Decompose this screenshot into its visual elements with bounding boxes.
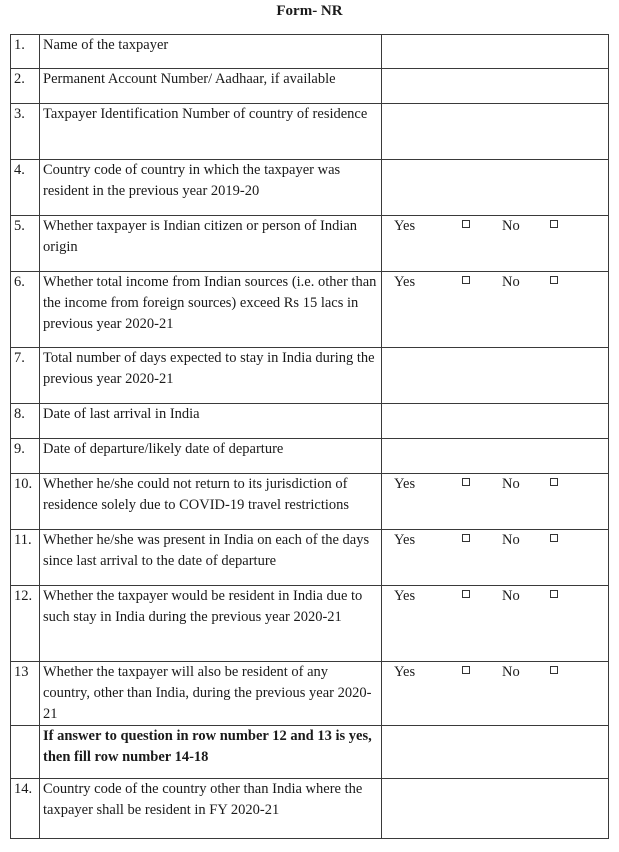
yes-no-answer [382,586,609,662]
row-question: Date of departure/likely date of departure [40,439,382,474]
departure-date-field[interactable] [382,439,609,474]
no-checkbox[interactable] [550,478,558,486]
no-label: No [502,588,520,604]
row-question: Whether the taxpayer will also be resident of any country, other than India, during the previous year 2020-21 [40,662,382,726]
yes-checkbox[interactable] [462,220,470,228]
form-title: Form- NR [276,3,343,19]
row-question: Country code of the country other than India where the taxpayer shall be resident in FY 2020-21 [40,779,382,839]
form-row [11,662,609,726]
row-number: 3. [11,104,40,160]
form-row [11,439,609,474]
yes-label: Yes [394,476,416,492]
form-nr-table [10,34,609,839]
row-question: Date of last arrival in India [40,404,382,439]
yes-no-answer [382,474,609,530]
days-stay-field[interactable] [382,348,609,404]
form-row [11,35,609,69]
row-question: Name of the taxpayer [40,35,382,69]
row-number: 1. [11,35,40,69]
arrival-date-field[interactable] [382,404,609,439]
no-checkbox[interactable] [550,666,558,674]
row-question: Taxpayer Identification Number of country of residence [40,104,382,160]
residence-country-code-field[interactable] [382,779,609,839]
row-number: 12. [11,586,40,662]
no-label: No [502,274,520,290]
row-number: 14. [11,779,40,839]
row-number: 7. [11,348,40,404]
form-row [11,404,609,439]
no-label: No [502,664,520,680]
no-checkbox[interactable] [550,276,558,284]
row-number: 6. [11,272,40,348]
row-question: Whether he/she could not return to its jurisdiction of residence solely due to COVID-19 travel restrictions [40,474,382,530]
no-label: No [502,532,520,548]
empty-cell [382,726,609,779]
form-row [11,726,609,779]
yes-no-answer [382,662,609,726]
tin-field[interactable] [382,104,609,160]
row-number: 11. [11,530,40,586]
row-number: 8. [11,404,40,439]
form-row [11,69,609,104]
yes-label: Yes [394,532,416,548]
row-question: Whether taxpayer is Indian citizen or person of Indian origin [40,216,382,272]
row-question: Whether total income from Indian sources (i.e. other than the income from foreign sources) exceed Rs 15 lacs in previous year 2020-21 [40,272,382,348]
yes-label: Yes [394,664,416,680]
no-checkbox[interactable] [550,590,558,598]
pan-aadhaar-field[interactable] [382,69,609,104]
yes-no-answer [382,530,609,586]
row-number: 10. [11,474,40,530]
conditional-note: If answer to question in row number 12 and 13 is yes, then fill row number 14-18 [40,726,382,779]
yes-checkbox[interactable] [462,478,470,486]
no-checkbox[interactable] [550,220,558,228]
row-number: 13 [11,662,40,726]
no-label: No [502,218,520,234]
no-label: No [502,476,520,492]
form-row [11,586,609,662]
form-row [11,779,609,839]
yes-checkbox[interactable] [462,534,470,542]
yes-no-answer [382,216,609,272]
row-question: Whether he/she was present in India on each of the days since last arrival to the date of departure [40,530,382,586]
yes-label: Yes [394,274,416,290]
form-row [11,104,609,160]
row-question: Whether the taxpayer would be resident in India due to such stay in India during the previous year 2020-21 [40,586,382,662]
yes-checkbox[interactable] [462,276,470,284]
yes-label: Yes [394,588,416,604]
row-question: Permanent Account Number/ Aadhaar, if available [40,69,382,104]
country-code-field[interactable] [382,160,609,216]
yes-checkbox[interactable] [462,666,470,674]
form-row [11,216,609,272]
yes-no-answer [382,272,609,348]
row-number: 5. [11,216,40,272]
yes-checkbox[interactable] [462,590,470,598]
yes-label: Yes [394,218,416,234]
row-question: Country code of country in which the taxpayer was resident in the previous year 2019-20 [40,160,382,216]
row-number [11,726,40,779]
form-row [11,474,609,530]
form-row [11,160,609,216]
form-row [11,530,609,586]
form-row [11,348,609,404]
row-question: Total number of days expected to stay in India during the previous year 2020-21 [40,348,382,404]
row-number: 2. [11,69,40,104]
no-checkbox[interactable] [550,534,558,542]
row-number: 4. [11,160,40,216]
form-row [11,272,609,348]
row-number: 9. [11,439,40,474]
taxpayer-name-field[interactable] [382,35,609,69]
